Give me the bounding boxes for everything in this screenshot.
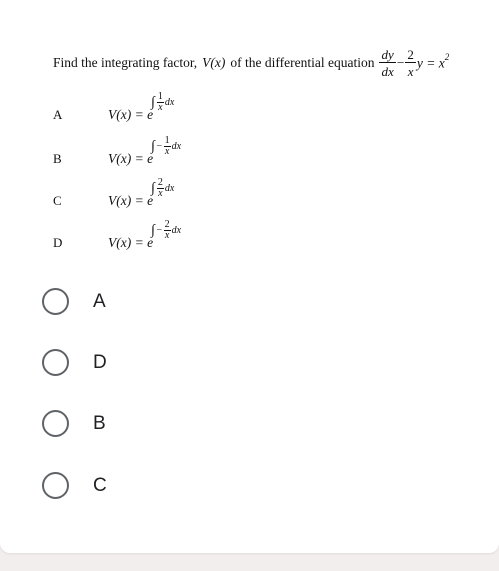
exponent-denominator: x bbox=[158, 102, 163, 113]
exponent-denominator: x bbox=[164, 230, 170, 241]
option-letter: A bbox=[53, 107, 63, 122]
option-letter: D bbox=[53, 235, 63, 250]
option-formula: V(x) = e bbox=[108, 107, 154, 122]
choice-label: D bbox=[93, 351, 107, 373]
option-row-a bbox=[53, 92, 473, 132]
exponent-dx: dx bbox=[171, 225, 182, 236]
exponent-numerator: 1 bbox=[164, 135, 170, 146]
exponent-numerator: 2 bbox=[157, 177, 163, 188]
radio-button[interactable] bbox=[42, 410, 69, 437]
question-function: V(x) bbox=[202, 55, 226, 70]
exponent-fraction bbox=[164, 220, 171, 241]
option-letter: C bbox=[53, 193, 62, 208]
option-row-c bbox=[53, 178, 473, 218]
exponent-denominator: x bbox=[158, 188, 163, 199]
option-row-b bbox=[53, 136, 473, 176]
radio-button[interactable] bbox=[42, 472, 69, 499]
integral-sign: ∫ bbox=[151, 138, 155, 154]
question-suffix: of the differential equation bbox=[230, 55, 375, 70]
option-formula: V(x) = e bbox=[108, 151, 154, 166]
choice-label: C bbox=[93, 474, 107, 496]
option-exponent bbox=[151, 92, 174, 113]
choice-d[interactable] bbox=[42, 349, 107, 376]
exponent-numerator: 1 bbox=[157, 91, 163, 102]
choice-label: A bbox=[93, 290, 106, 312]
equation-rhs bbox=[417, 54, 449, 72]
question-prefix: Find the integrating factor, bbox=[53, 55, 198, 70]
question-text bbox=[53, 48, 449, 78]
integral-sign: ∫ bbox=[151, 222, 155, 238]
option-exponent bbox=[151, 178, 174, 199]
two-over-x-fraction bbox=[405, 48, 416, 78]
rhs-power: 2 bbox=[444, 52, 450, 63]
exponent-fraction bbox=[164, 136, 171, 157]
exponent-numerator: 2 bbox=[164, 219, 170, 230]
exponent-fraction bbox=[157, 178, 164, 199]
option-row-d bbox=[53, 220, 473, 260]
choice-c[interactable] bbox=[42, 472, 107, 499]
two-numerator: 2 bbox=[407, 47, 414, 62]
option-exponent bbox=[151, 220, 181, 241]
exponent-fraction bbox=[157, 92, 164, 113]
choice-label: B bbox=[93, 412, 106, 434]
option-formula: V(x) = e bbox=[108, 193, 154, 208]
exponent-dx: dx bbox=[164, 97, 175, 108]
integral-sign: ∫ bbox=[151, 94, 155, 110]
option-letter: B bbox=[53, 151, 62, 166]
rhs-text: y = x bbox=[416, 55, 445, 71]
choice-a[interactable] bbox=[42, 288, 106, 315]
option-formula: V(x) = e bbox=[108, 235, 154, 250]
radio-button[interactable] bbox=[42, 288, 69, 315]
exponent-sign: − bbox=[155, 141, 163, 152]
exponent-dx: dx bbox=[164, 183, 175, 194]
dy-numerator: dy bbox=[381, 47, 394, 62]
radio-button[interactable] bbox=[42, 349, 69, 376]
exponent-denominator: x bbox=[164, 146, 170, 157]
minus-sign: − bbox=[396, 55, 405, 70]
choice-b[interactable] bbox=[42, 410, 106, 437]
option-exponent bbox=[151, 136, 181, 157]
dy-dx-fraction bbox=[379, 48, 395, 78]
integral-sign: ∫ bbox=[151, 180, 155, 196]
exponent-dx: dx bbox=[171, 141, 182, 152]
x-denominator: x bbox=[407, 64, 414, 79]
dx-denominator: dx bbox=[381, 64, 394, 79]
exponent-sign: − bbox=[155, 225, 163, 236]
